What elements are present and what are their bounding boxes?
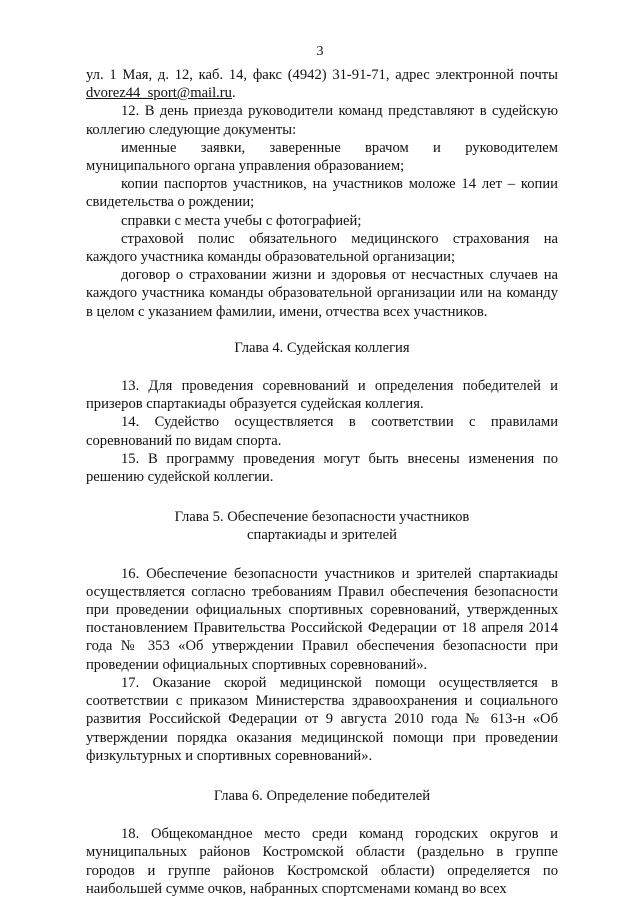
address-end: . (231, 85, 236, 102)
paragraph-12-insurance-policy: страховой полис обязательного медицинского страхования на каждого участника команды образовательной организации; (86, 230, 558, 266)
paragraph-18: 18. Общекомандное место среди команд городских округов и муниципальных районов Костромской области (раздельно в группе городов и группе районов Костромской области) определяется по наибольшей сумме очков, набранных спортсменами команд во всех (86, 826, 558, 897)
chapter-4-heading: Глава 4. Судейская коллегия (234, 339, 410, 356)
paragraph-13: 13. Для проведения соревнований и определения победителей и призеров спартакиады образуется судейская коллегия. (86, 378, 558, 413)
chapter-5-heading-line-1: Глава 5. Обеспечение безопасности участников (174, 509, 470, 526)
paragraph-12-certificates: справки с места учебы с фотографией; (121, 212, 362, 229)
paragraph-12: 12. В день приезда руководители команд представляют в судейскую коллегию следующие документы: (86, 103, 558, 138)
document-body (86, 66, 558, 898)
paragraph-15: 15. В программу проведения могут быть внесены изменения по решению судейской коллегии. (86, 450, 558, 486)
paragraph-12-passports: копии паспортов участников, на участников моложе 14 лет – копии свидетельства о рождении; (86, 176, 558, 211)
email-link[interactable]: dvorez44_sport@mail.ru (86, 85, 232, 102)
page-number: 3 (316, 44, 324, 59)
paragraph-14: 14. Судейство осуществляется в соответствии с правилами соревнований по видам спорта. (86, 414, 558, 449)
chapter-5-heading-line-2: спартакиады и зрителей (247, 527, 397, 544)
paragraph-12-insurance-contract: договор о страховании жизни и здоровья от несчастных случаев на каждого участника команды образовательной организации или на команду в целом с указанием фамилии, имени, отчества всех участников. (86, 267, 558, 320)
chapter-6-heading: Глава 6. Определение победителей (213, 787, 431, 804)
paragraph-17: 17. Оказание скорой медицинской помощи осуществляется в соответствии с приказом Министерства здравоохранения и социального развития Российской Федерации от 9 августа 2010 года № 613-н «Об утверждении порядка оказания медицинской помощи при проведении физкультурных и спортивных соревнований». (86, 674, 558, 764)
address-paragraph (86, 66, 558, 102)
paragraph-12-applications: именные заявки, заверенные врачом и руководителем муниципального органа управления образованием; (86, 139, 558, 175)
address-text: ул. 1 Мая, д. 12, каб. 14, факс (4942) 31-91-71, адрес электронной почты (86, 67, 558, 83)
paragraph-16: 16. Обеспечение безопасности участников и зрителей спартакиады осуществляется согласно требованиям Правил обеспечения безопасности при проведении официальных спортивных соревнований, утвержденных постановлением Правительства Российской Федерации от 18 апреля 2014 года № 353 «Об утверждении Правил обеспечения безопасности при проведении официальных спортивных соревнований». (86, 565, 558, 673)
